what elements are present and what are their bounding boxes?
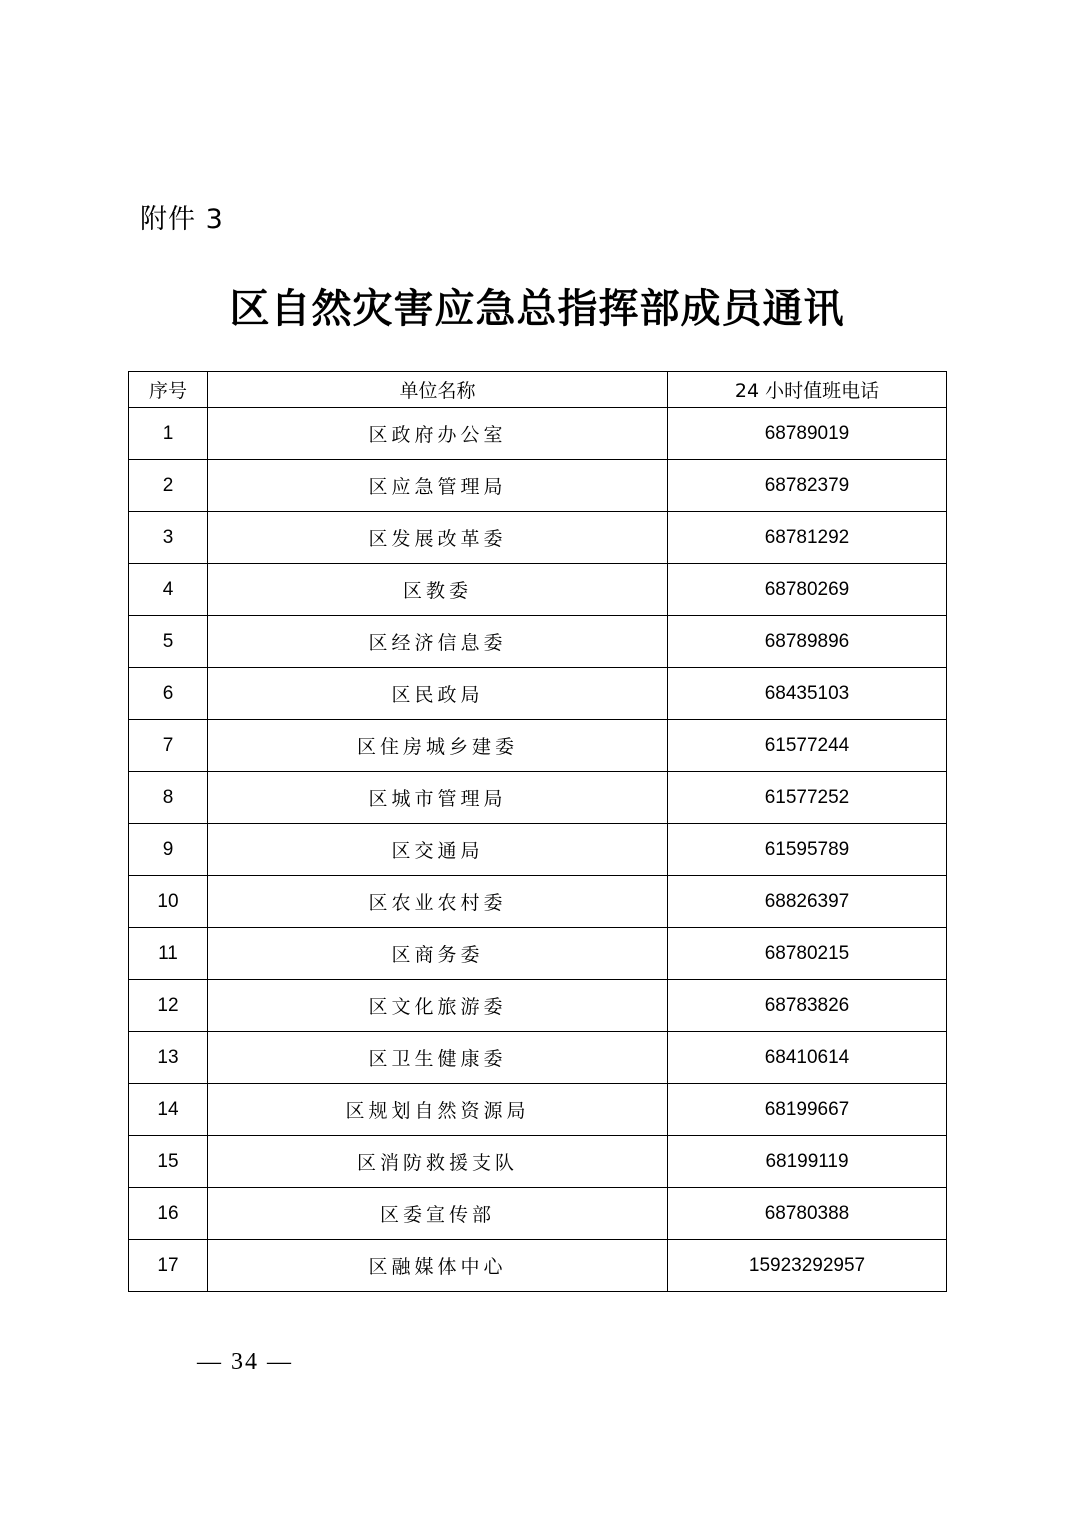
header-row — [129, 372, 947, 408]
attachment-label: 附件 3 — [140, 204, 224, 235]
page-number: — 34 — — [197, 1349, 293, 1375]
duty-phone-cell: 61595789 — [668, 824, 947, 876]
table-row — [129, 460, 947, 512]
header-serial-number: 序号 — [129, 372, 208, 408]
table-row — [129, 512, 947, 564]
duty-phone-cell: 68780388 — [668, 1188, 947, 1240]
duty-phone-cell: 68782379 — [668, 460, 947, 512]
serial-number-cell: 13 — [129, 1032, 208, 1084]
table-row — [129, 928, 947, 980]
serial-number-cell: 5 — [129, 616, 208, 668]
duty-phone-cell: 68781292 — [668, 512, 947, 564]
duty-phone-cell: 68780269 — [668, 564, 947, 616]
table-row — [129, 1188, 947, 1240]
serial-number-cell: 4 — [129, 564, 208, 616]
contact-table — [128, 371, 947, 1292]
table-row — [129, 668, 947, 720]
serial-number-cell: 7 — [129, 720, 208, 772]
serial-number-cell: 17 — [129, 1240, 208, 1292]
serial-number-cell: 15 — [129, 1136, 208, 1188]
unit-name-cell: 区消防救援支队 — [208, 1136, 668, 1188]
table-row — [129, 980, 947, 1032]
table-row — [129, 772, 947, 824]
unit-name-cell: 区规划自然资源局 — [208, 1084, 668, 1136]
serial-number-cell: 12 — [129, 980, 208, 1032]
header-unit-name: 单位名称 — [208, 372, 668, 408]
serial-number-cell: 1 — [129, 408, 208, 460]
unit-name-cell: 区教委 — [208, 564, 668, 616]
serial-number-cell: 6 — [129, 668, 208, 720]
serial-number-cell: 9 — [129, 824, 208, 876]
table-body — [129, 408, 947, 1292]
duty-phone-cell: 68789019 — [668, 408, 947, 460]
unit-name-cell: 区文化旅游委 — [208, 980, 668, 1032]
serial-number-cell: 2 — [129, 460, 208, 512]
duty-phone-cell: 68199119 — [668, 1136, 947, 1188]
header-duty-phone: 24 小时值班电话 — [668, 372, 947, 408]
serial-number-cell: 16 — [129, 1188, 208, 1240]
serial-number-cell: 14 — [129, 1084, 208, 1136]
table-header — [129, 372, 947, 408]
serial-number-cell: 3 — [129, 512, 208, 564]
duty-phone-cell: 68780215 — [668, 928, 947, 980]
duty-phone-cell: 61577244 — [668, 720, 947, 772]
unit-name-cell: 区应急管理局 — [208, 460, 668, 512]
duty-phone-cell: 68783826 — [668, 980, 947, 1032]
unit-name-cell: 区农业农村委 — [208, 876, 668, 928]
table-row — [129, 408, 947, 460]
table-row — [129, 720, 947, 772]
table-row — [129, 824, 947, 876]
unit-name-cell: 区民政局 — [208, 668, 668, 720]
unit-name-cell: 区融媒体中心 — [208, 1240, 668, 1292]
duty-phone-cell: 61577252 — [668, 772, 947, 824]
table-row — [129, 616, 947, 668]
unit-name-cell: 区交通局 — [208, 824, 668, 876]
duty-phone-cell: 68410614 — [668, 1032, 947, 1084]
serial-number-cell: 10 — [129, 876, 208, 928]
table-row — [129, 1032, 947, 1084]
serial-number-cell: 11 — [129, 928, 208, 980]
unit-name-cell: 区政府办公室 — [208, 408, 668, 460]
unit-name-cell: 区经济信息委 — [208, 616, 668, 668]
duty-phone-cell: 68789896 — [668, 616, 947, 668]
unit-name-cell: 区城市管理局 — [208, 772, 668, 824]
duty-phone-cell: 15923292957 — [668, 1240, 947, 1292]
duty-phone-cell: 68199667 — [668, 1084, 947, 1136]
unit-name-cell: 区商务委 — [208, 928, 668, 980]
unit-name-cell: 区住房城乡建委 — [208, 720, 668, 772]
duty-phone-cell: 68435103 — [668, 668, 947, 720]
table-row — [129, 1084, 947, 1136]
serial-number-cell: 8 — [129, 772, 208, 824]
table-row — [129, 876, 947, 928]
table-row — [129, 1136, 947, 1188]
table-row — [129, 1240, 947, 1292]
table-row — [129, 564, 947, 616]
document-title: 区自然灾害应急总指挥部成员通讯 — [229, 285, 845, 332]
unit-name-cell: 区委宣传部 — [208, 1188, 668, 1240]
duty-phone-cell: 68826397 — [668, 876, 947, 928]
unit-name-cell: 区卫生健康委 — [208, 1032, 668, 1084]
unit-name-cell: 区发展改革委 — [208, 512, 668, 564]
